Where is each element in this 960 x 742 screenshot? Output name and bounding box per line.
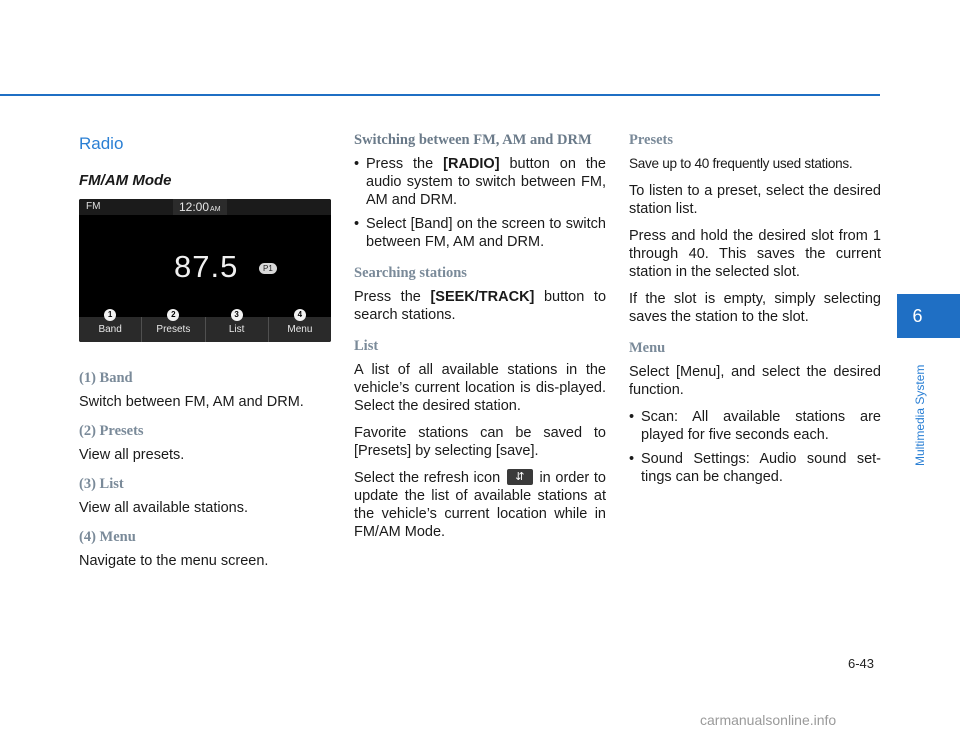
callout-3: 3 <box>231 309 243 321</box>
screen-preset-badge: P1 <box>259 263 277 274</box>
callout-1: 1 <box>104 309 116 321</box>
menu-bullet-1: • Scan: All available stations are played for five seconds each. <box>629 408 881 444</box>
screen-menu-button-label: Menu <box>287 324 313 335</box>
chapter-label-text: Multimedia System <box>913 364 927 466</box>
page-number: 6-43 <box>848 656 875 671</box>
list-text-3 <box>354 469 606 541</box>
list-text-2: Favorite stations can be saved to [Presets] by selecting [save]. <box>354 425 606 459</box>
list-text-1: A list of all available stations in the vehicle’s current location is dis-played. Select the desired station. <box>354 362 606 414</box>
clock-suffix: AM <box>210 206 221 213</box>
screen-band-button[interactable] <box>79 310 142 342</box>
menu-text-1: Select [Menu], and select the desired function. <box>629 364 881 398</box>
menu-list <box>629 408 881 486</box>
switch-b1-pre: Press the <box>366 156 444 172</box>
presets-text-3: Press and hold the desired slot from 1 through 40. This saves the current station in the selected slot. <box>629 228 881 280</box>
screen-list-button[interactable] <box>206 310 269 342</box>
callout-2: 2 <box>167 309 179 321</box>
chapter-label <box>913 340 925 470</box>
menu-heading: Menu <box>629 340 666 356</box>
list-heading: List <box>354 338 379 354</box>
radio-key: [RADIO] <box>443 156 500 172</box>
search-heading: Searching stations <box>354 265 467 281</box>
section-title: Radio <box>79 134 124 153</box>
screen-list-button-label: List <box>228 324 245 335</box>
screen-presets-button-label: Presets <box>156 324 191 335</box>
presets-heading: Presets <box>629 132 674 148</box>
item-heading-menu: (4) Menu <box>79 529 136 545</box>
screen-menu-button[interactable] <box>269 310 331 342</box>
screen-button-bar <box>79 310 331 342</box>
menu-bullet-2: • Sound Settings: Audio sound set-tings can be changed. <box>629 450 881 486</box>
column-2 <box>354 130 606 550</box>
column-3 <box>629 130 881 494</box>
seek-track-key: [SEEK/TRACK] <box>430 289 535 305</box>
screen-band-label: FM <box>86 201 101 212</box>
top-rule <box>0 94 880 96</box>
chapter-number: 6 <box>912 306 923 326</box>
item-heading-band: (1) Band <box>79 370 133 386</box>
item-heading-presets: (2) Presets <box>79 423 144 439</box>
switch-bullet-2: • Select [Band] on the screen to switch between FM, AM and DRM. <box>354 215 606 251</box>
list-p3-post: in order to update the list of available stations at the vehicle’s current location while in FM/AM Mode. <box>354 470 606 540</box>
screen-presets-button[interactable] <box>142 310 205 342</box>
switch-heading: Switching between FM, AM and DRM <box>354 132 592 148</box>
search-post: button to search stations. <box>354 289 607 323</box>
radio-screen <box>79 199 331 342</box>
section-subtitle: FM/AM Mode <box>79 172 172 189</box>
search-pre: Press the <box>354 289 431 305</box>
item-text-list: View all available stations. <box>79 500 248 516</box>
refresh-icon: ⇵ <box>507 469 533 485</box>
search-text <box>354 288 606 324</box>
item-text-presets: View all presets. <box>79 447 185 463</box>
presets-text-1: Save up to 40 frequently used stations. <box>629 156 853 171</box>
presets-text-2: To listen to a preset, select the desired station list. <box>629 183 881 217</box>
chapter-tab <box>897 294 960 338</box>
switch-list <box>354 155 606 251</box>
switch-bullet-1 <box>354 155 606 209</box>
screen-clock <box>173 199 227 215</box>
watermark: carmanualsonline.info <box>700 712 837 728</box>
clock-time: 12:00 <box>179 200 210 214</box>
presets-text-4: If the slot is empty, simply selecting saves the station to the slot. <box>629 291 881 325</box>
item-text-band: Switch between FM, AM and DRM. <box>79 394 304 410</box>
switch-b1-post: button on the audio system to switch between FM, AM and DRM. <box>366 156 607 208</box>
screen-band-button-label: Band <box>98 324 122 335</box>
item-heading-list: (3) List <box>79 476 124 492</box>
screen-frequency: 87.5 <box>174 249 239 284</box>
item-text-menu: Navigate to the menu screen. <box>79 553 269 569</box>
list-p3-pre: Select the refresh icon <box>354 470 505 486</box>
column-1 <box>79 130 331 574</box>
callout-4: 4 <box>294 309 306 321</box>
